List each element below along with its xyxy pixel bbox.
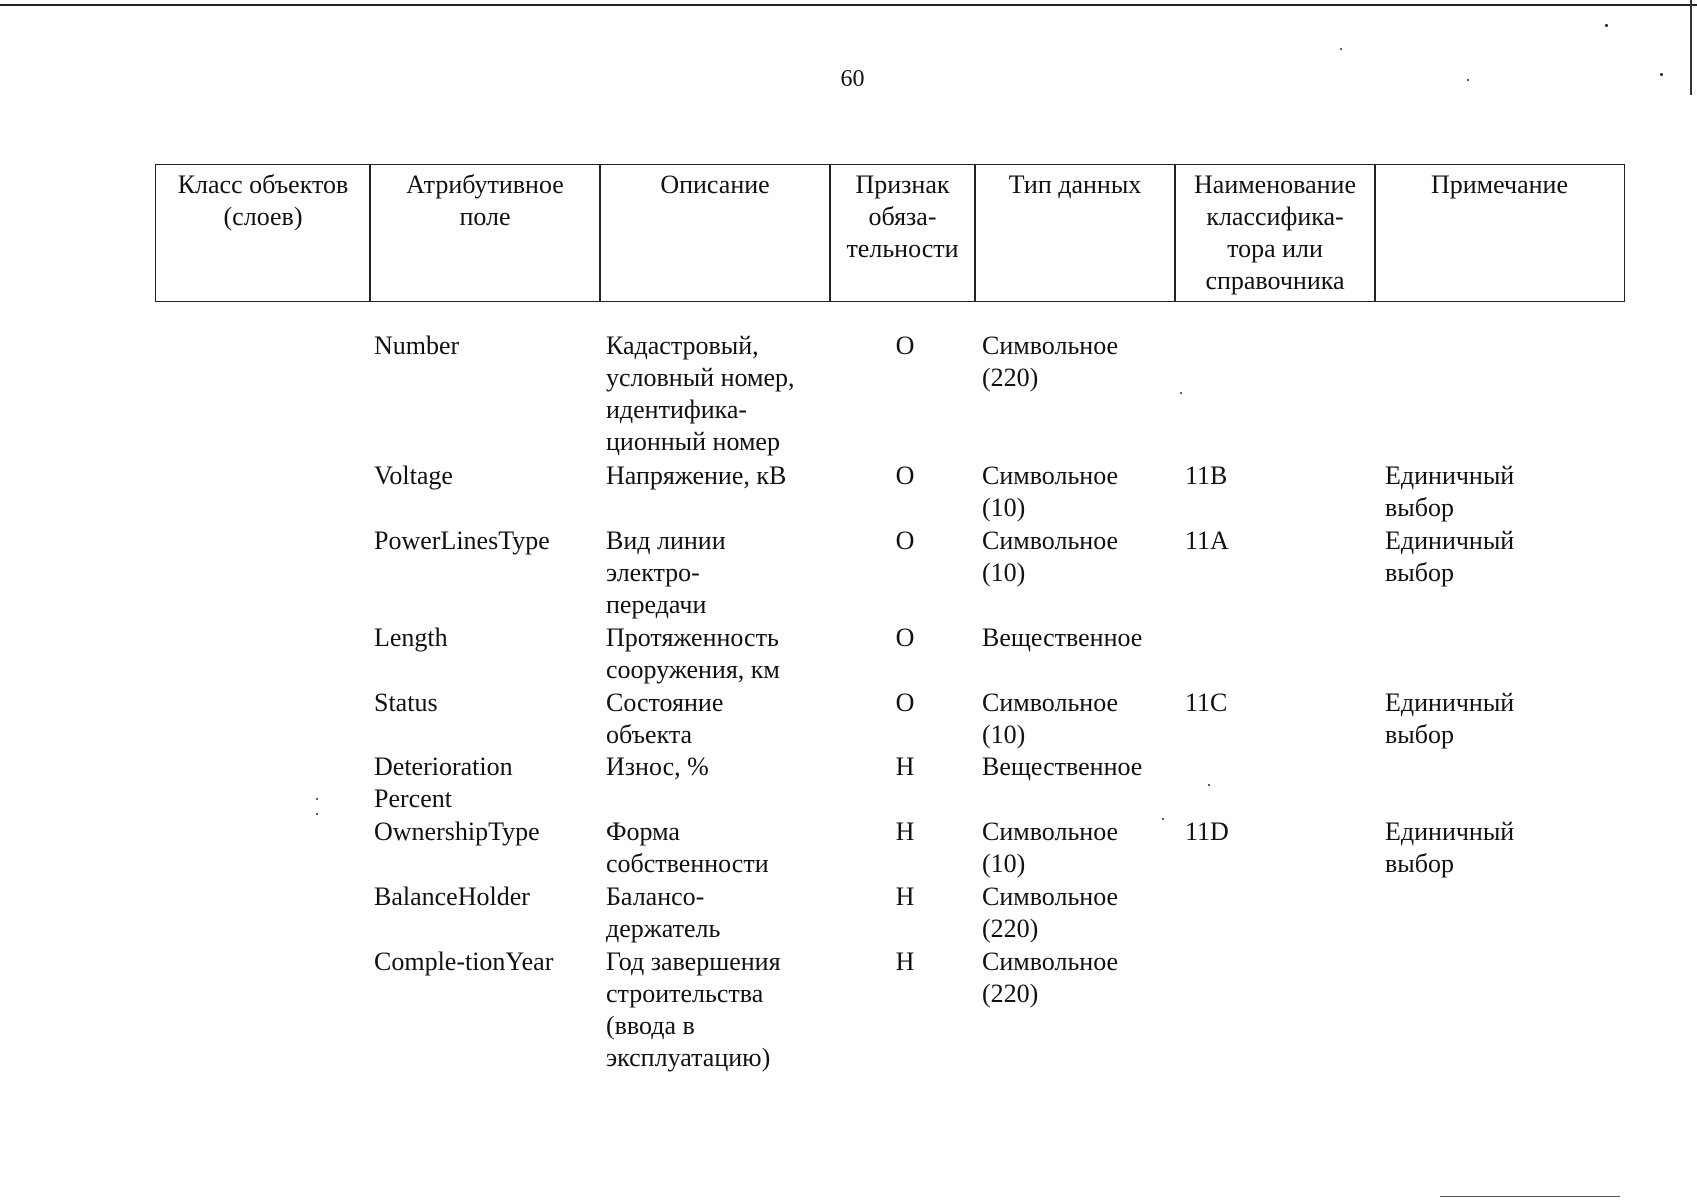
cell-attribute: Status — [374, 688, 438, 717]
header-data-type-label: Тип данных — [1008, 170, 1142, 199]
cell-data-type: Символьное (220) — [982, 882, 1119, 943]
header-data-type — [974, 164, 1176, 302]
header-note-label: Примечание — [1430, 170, 1569, 199]
cell-required: О — [895, 331, 915, 360]
cell-attribute: Deterioration Percent — [374, 752, 513, 813]
cell-classifier: 11А — [1185, 526, 1229, 555]
cell-description: Кадастровый, условный номер, идентифика- ционный номер — [606, 331, 795, 456]
header-description-label: Описание — [660, 170, 770, 199]
cell-note: Единичный выбор — [1385, 688, 1515, 749]
cell-classifier: 11С — [1185, 688, 1228, 717]
bottom-scan-rule — [1440, 1196, 1620, 1197]
cell-description: Год завершения строительства (ввода в эксплуатацию) — [606, 947, 781, 1072]
top-scan-rule — [0, 4, 1697, 6]
cell-required: О — [895, 461, 915, 490]
header-required — [829, 164, 976, 302]
right-scan-edge — [1690, 0, 1692, 95]
header-attribute — [369, 164, 601, 302]
cell-description: Протяженность сооружения, км — [606, 623, 780, 684]
cell-data-type: Вещественное — [982, 752, 1143, 781]
cell-note: Единичный выбор — [1385, 526, 1515, 587]
cell-classifier: 11D — [1185, 817, 1229, 846]
cell-data-type: Символьное (10) — [982, 461, 1119, 522]
cell-attribute: Length — [374, 623, 448, 652]
cell-attribute: Voltage — [374, 461, 453, 490]
cell-attribute: PowerLinesType — [374, 526, 550, 555]
cell-required: О — [895, 623, 915, 652]
cell-data-type: Вещественное — [982, 623, 1143, 652]
cell-data-type: Символьное (10) — [982, 817, 1119, 878]
page-number: 60 — [840, 66, 865, 92]
cell-description: Напряжение, кВ — [606, 461, 787, 490]
header-note — [1374, 164, 1625, 302]
cell-required: Н — [895, 882, 915, 911]
cell-required: Н — [895, 752, 915, 781]
scan-speck — [1208, 784, 1210, 786]
header-description — [599, 164, 831, 302]
table-header — [155, 164, 1625, 302]
cell-attribute: OwnershipType — [374, 817, 540, 846]
scan-speck — [316, 798, 318, 800]
cell-description: Состояние объекта — [606, 688, 724, 749]
header-classifier-label: Наименование классифика- тора или справочника — [1194, 170, 1356, 295]
cell-required: Н — [895, 947, 915, 976]
cell-classifier: 11В — [1185, 461, 1228, 490]
header-required-label: Признак обяза- тельности — [846, 170, 959, 263]
cell-required: О — [895, 688, 915, 717]
cell-data-type: Символьное (220) — [982, 947, 1119, 1008]
cell-data-type: Символьное (220) — [982, 331, 1119, 392]
cell-attribute: BalanceHolder — [374, 882, 530, 911]
cell-description: Форма собственности — [606, 817, 769, 878]
cell-attribute: Number — [374, 331, 460, 360]
scan-speck — [1467, 79, 1469, 81]
cell-description: Вид линии электро- передачи — [606, 526, 726, 619]
cell-data-type: Символьное (10) — [982, 688, 1119, 749]
cell-attribute: Comple-tionYear — [374, 947, 554, 976]
scan-speck — [1605, 24, 1608, 27]
cell-note: Единичный выбор — [1385, 817, 1515, 878]
scan-speck — [1340, 48, 1342, 50]
cell-data-type: Символьное (10) — [982, 526, 1119, 587]
header-class-label: Класс объектов (слоев) — [177, 170, 349, 231]
header-class — [155, 164, 371, 302]
scan-speck — [316, 813, 318, 815]
header-attribute-label: Атрибутивное поле — [406, 170, 564, 231]
scan-speck — [1660, 73, 1663, 76]
cell-description: Износ, % — [606, 752, 709, 781]
cell-required: О — [895, 526, 915, 555]
cell-required: Н — [895, 817, 915, 846]
header-classifier — [1174, 164, 1376, 302]
cell-note: Единичный выбор — [1385, 461, 1515, 522]
cell-description: Балансо- держатель — [606, 882, 721, 943]
